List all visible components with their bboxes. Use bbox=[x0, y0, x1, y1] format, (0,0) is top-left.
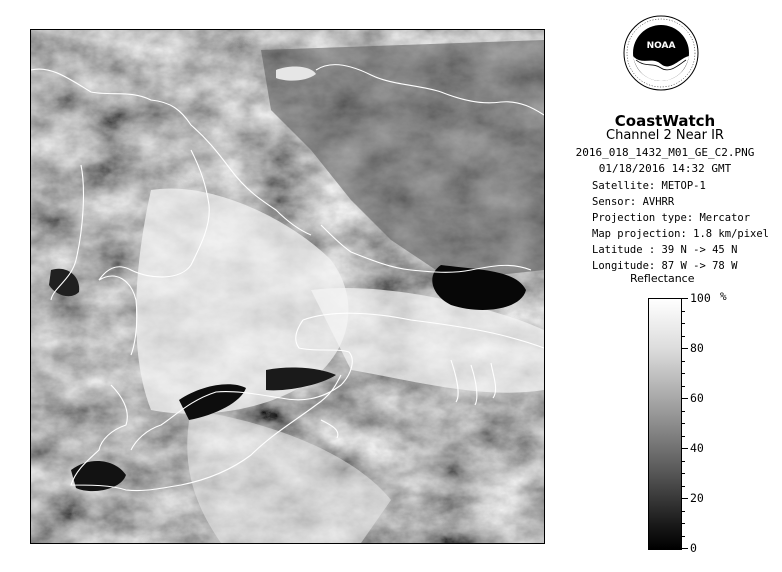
satellite-scene bbox=[31, 30, 544, 543]
colorbar-minor-tick bbox=[681, 386, 685, 387]
colorbar-tick-label: 100 bbox=[690, 291, 711, 305]
colorbar-minor-tick bbox=[681, 311, 685, 312]
colorbar-unit: % bbox=[720, 290, 727, 303]
date-time: 01/18/2016 14:32 GMT bbox=[598, 162, 732, 175]
colorbar-minor-tick bbox=[681, 536, 685, 537]
colorbar-minor-tick bbox=[681, 511, 685, 512]
colorbar-tick bbox=[681, 298, 688, 299]
colorbar-minor-tick bbox=[681, 336, 685, 337]
colorbar-minor-tick bbox=[681, 373, 685, 374]
metadata-line: Satellite: METOP-1 bbox=[592, 180, 706, 192]
reflectance-colorbar bbox=[648, 298, 682, 550]
colorbar-minor-tick bbox=[681, 361, 685, 362]
satellite-image bbox=[30, 29, 545, 544]
colorbar-tick bbox=[681, 548, 688, 549]
colorbar-tick-label: 0 bbox=[690, 541, 697, 555]
colorbar-tick bbox=[681, 448, 688, 449]
colorbar-minor-tick bbox=[681, 436, 685, 437]
metadata-line: Longitude: 87 W -> 78 W bbox=[592, 260, 738, 272]
colorbar-minor-tick bbox=[681, 423, 685, 424]
colorbar-minor-tick bbox=[681, 523, 685, 524]
colorbar-title: Reflectance bbox=[630, 272, 695, 285]
metadata-line: Projection type: Mercator bbox=[592, 212, 751, 224]
colorbar-tick-label: 20 bbox=[690, 491, 704, 505]
colorbar-tick-label: 40 bbox=[690, 441, 704, 455]
logo-text: NOAA bbox=[646, 41, 676, 51]
metadata-line: Sensor: AVHRR bbox=[592, 196, 675, 208]
colorbar-tick-label: 80 bbox=[690, 341, 704, 355]
colorbar-tick bbox=[681, 398, 688, 399]
colorbar-minor-tick bbox=[681, 461, 685, 462]
channel-label: Channel 2 Near IR bbox=[606, 128, 724, 143]
noaa-logo bbox=[622, 14, 700, 92]
colorbar-minor-tick bbox=[681, 473, 685, 474]
file-name: 2016_018_1432_M01_GE_C2.PNG bbox=[575, 146, 755, 159]
colorbar-minor-tick bbox=[681, 411, 685, 412]
brand-title: CoastWatch bbox=[614, 112, 716, 130]
colorbar-minor-tick bbox=[681, 486, 685, 487]
colorbar-tick-label: 60 bbox=[690, 391, 704, 405]
colorbar-tick bbox=[681, 498, 688, 499]
colorbar-minor-tick bbox=[681, 323, 685, 324]
metadata-line: Latitude : 39 N -> 45 N bbox=[592, 244, 738, 256]
colorbar-tick bbox=[681, 348, 688, 349]
metadata-line: Map projection: 1.8 km/pixel bbox=[592, 228, 770, 240]
